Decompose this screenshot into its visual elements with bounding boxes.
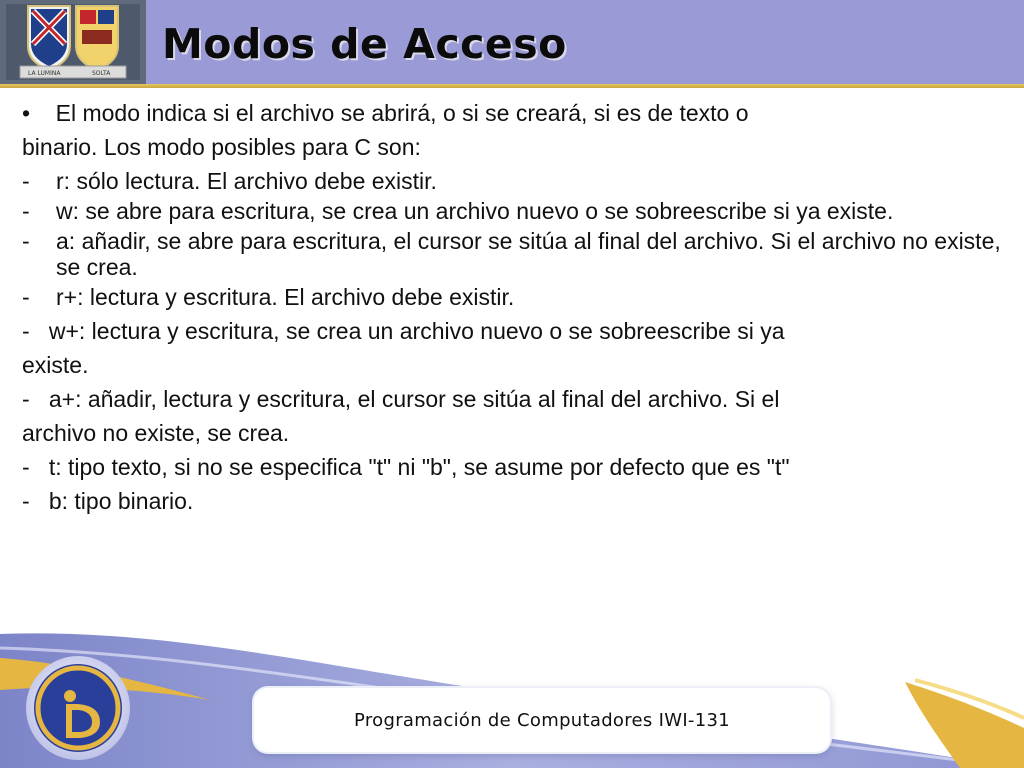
dash-marker: - <box>22 168 30 194</box>
footer-course-label <box>254 688 830 752</box>
dash-marker: - <box>22 284 30 310</box>
mode-item-a: - a: añadir, se abre para escritura, el cursor se sitúa al final del archivo. Si el archivo no existe, se crea. <box>22 228 1001 280</box>
mode-item-r: - r: sólo lectura. El archivo debe existir. <box>22 168 437 194</box>
dash-marker: - <box>22 454 30 480</box>
mode-item-w-plus-continued: existe. <box>22 352 89 378</box>
dash-marker: - <box>22 318 30 344</box>
logo-motto-left: LA LUMINA <box>28 70 61 77</box>
bullet-marker: • <box>22 100 31 126</box>
university-logo <box>0 0 146 84</box>
dash-marker: - <box>22 488 30 514</box>
slide-body <box>22 96 1012 518</box>
dash-marker: - <box>22 386 30 412</box>
intro-line-2: binario. Los modo posibles para C son: <box>22 134 421 160</box>
mode-item-r-plus: - r+: lectura y escritura. El archivo debe existir. <box>22 284 515 310</box>
corner-emblem-icon <box>26 656 130 760</box>
dash-marker: - <box>22 198 30 224</box>
mode-item-b: - b: tipo binario. <box>22 488 194 514</box>
footer-text: Programación de Computadores IWI-131 <box>354 709 730 731</box>
mode-item-a-plus: - a+: añadir, lectura y escritura, el cursor se sitúa al final del archivo. Si el <box>22 386 780 412</box>
slide-title: Modos de Acceso <box>162 20 567 68</box>
logo-motto-right: SOLTA <box>92 70 111 77</box>
header-gold-rule <box>0 84 1024 88</box>
mode-item-w: - w: se abre para escritura, se crea un archivo nuevo o se sobreescribe si ya existe. <box>22 198 894 224</box>
mode-item-w-plus: - w+: lectura y escritura, se crea un archivo nuevo o se sobreescribe si ya <box>22 318 785 344</box>
mode-item-a-plus-continued: archivo no existe, se crea. <box>22 420 290 446</box>
dash-marker: - <box>22 228 30 254</box>
intro-line-1: • El modo indica si el archivo se abrirá, o si se creará, si es de texto o <box>22 100 749 126</box>
mode-item-t: - t: tipo texto, si no se especifica "t" ni "b", se asume por defecto que es "t" <box>22 454 790 480</box>
